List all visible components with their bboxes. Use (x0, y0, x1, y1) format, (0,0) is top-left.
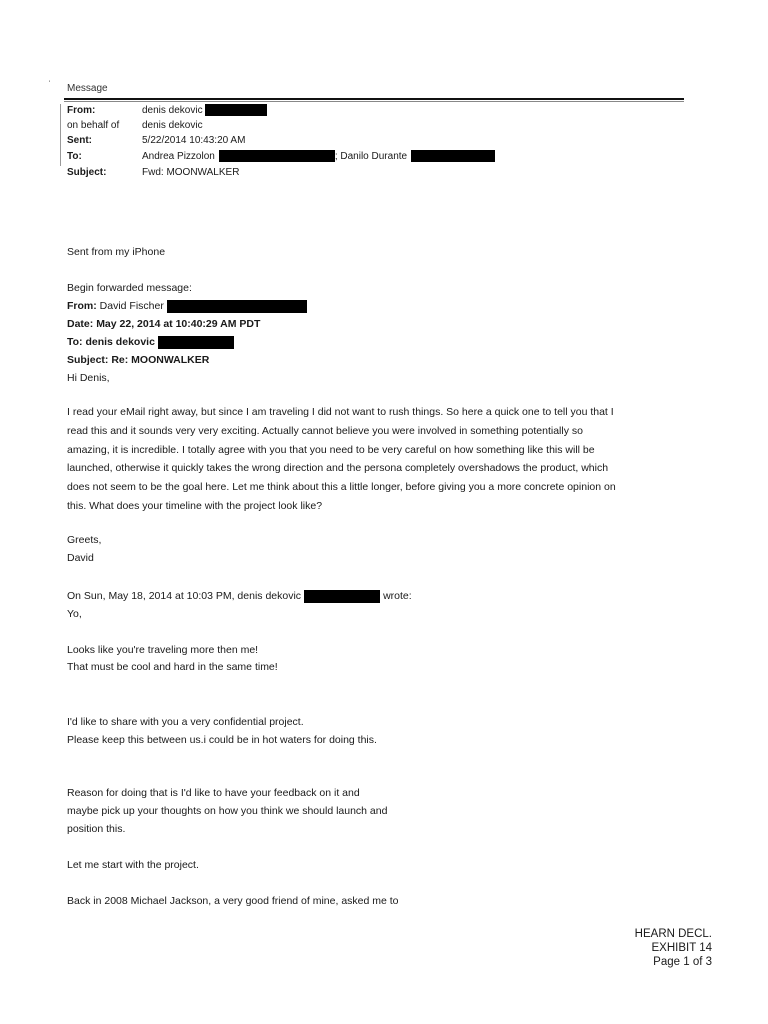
header-rule-thin (64, 101, 684, 102)
reply-line: this. What does your timeline with the project look like? (67, 499, 323, 512)
reply-line: launched, otherwise it quickly takes the wrong direction and the persona completely overshadows the product, which (67, 462, 609, 475)
behalf-value: denis dekovic (142, 120, 203, 131)
redaction-block (219, 150, 335, 162)
fwd-date-label: Date: (67, 318, 94, 330)
header-margin-bar (60, 104, 61, 166)
quoted-yo: Yo, (67, 608, 82, 620)
quoted-intro-wrote: wrote: (383, 590, 412, 602)
fwd-date-row (67, 315, 260, 333)
stamp-page-number: Page 1 of 3 (653, 956, 712, 968)
quoted-p3-line: maybe pick up your thoughts on how you think we should launch and (67, 805, 388, 817)
fwd-subject-label: Subject: (67, 354, 109, 366)
quoted-p5: Back in 2008 Michael Jackson, a very good friend of mine, asked me to (67, 895, 399, 907)
quoted-p2-line: I'd like to share with you a very confidential project. (67, 716, 304, 728)
message-label: Message (67, 83, 108, 94)
fwd-from-label: From: (67, 300, 97, 312)
sent-value: 5/22/2014 10:43:20 AM (142, 135, 246, 146)
quoted-intro (67, 587, 412, 605)
quoted-p1-line: Looks like you're traveling more then me! (67, 644, 259, 656)
reply-line: amazing, it is incredible. I totally agree with you that you need to be very careful on how something like this will be (67, 443, 595, 456)
to-value-2: ; Danilo Durante (334, 151, 408, 162)
fwd-date-value: May 22, 2014 at 10:40:29 AM PDT (96, 318, 261, 330)
sent-label: Sent: (67, 135, 92, 146)
quoted-p1-line: That must be cool and hard in the same time! (67, 661, 278, 673)
stamp-line: HEARN DECL. (634, 928, 712, 940)
redaction-block (304, 590, 380, 603)
to-value-1: Andrea Pizzolon (142, 151, 215, 162)
fwd-to-row (67, 333, 234, 351)
quoted-p3-line: Reason for doing that is I'd like to have your feedback on it and (67, 787, 360, 799)
reply-name: David (67, 552, 94, 564)
redaction-block (167, 300, 307, 313)
subject-value: Fwd: MOONWALKER (142, 167, 240, 178)
behalf-label: on behalf of (67, 120, 120, 131)
reply-line: does not seem to be the goal here. Let me think about this a little longer, before giving you a more concrete opinion on (67, 481, 616, 494)
reply-signoff: Greets, (67, 534, 102, 546)
from-label: From: (67, 105, 96, 116)
subject-label: Subject: (67, 167, 107, 178)
quoted-intro-text: On Sun, May 18, 2014 at 10:03 PM, denis dekovic (67, 590, 302, 602)
redaction-block (205, 104, 267, 116)
stamp-line: EXHIBIT 14 (651, 942, 712, 954)
quoted-p4: Let me start with the project. (67, 859, 199, 871)
sent-from-line: Sent from my iPhone (67, 246, 166, 258)
fwd-from-value: David Fischer (99, 300, 164, 312)
fwd-from-row (67, 297, 307, 315)
fwd-to-label: To: (67, 336, 83, 348)
begin-forwarded: Begin forwarded message: (67, 282, 192, 294)
reply-paragraph (67, 403, 707, 516)
reply-line: read this and it sounds very very exciting. Actually cannot believe you were involved in something potentially so (67, 424, 583, 437)
fwd-subject-value: Re: MOONWALKER (111, 354, 210, 366)
margin-mark: ˈ (48, 80, 52, 91)
redaction-block (158, 336, 234, 349)
from-value: denis dekovic (142, 105, 203, 116)
reply-greeting: Hi Denis, (67, 372, 110, 384)
header-rule (64, 98, 684, 100)
quoted-p3-line: position this. (67, 823, 126, 835)
quoted-p2-line: Please keep this between us.i could be in hot waters for doing this. (67, 734, 377, 746)
exhibit-stamp (635, 927, 712, 969)
fwd-subject-row (67, 351, 209, 369)
reply-line: I read your eMail right away, but since I am traveling I did not want to rush things. So here a quick one to tell you that I (67, 406, 614, 418)
redaction-block (411, 150, 495, 162)
fwd-to-value: denis dekovic (85, 336, 155, 348)
to-label: To: (67, 151, 82, 162)
